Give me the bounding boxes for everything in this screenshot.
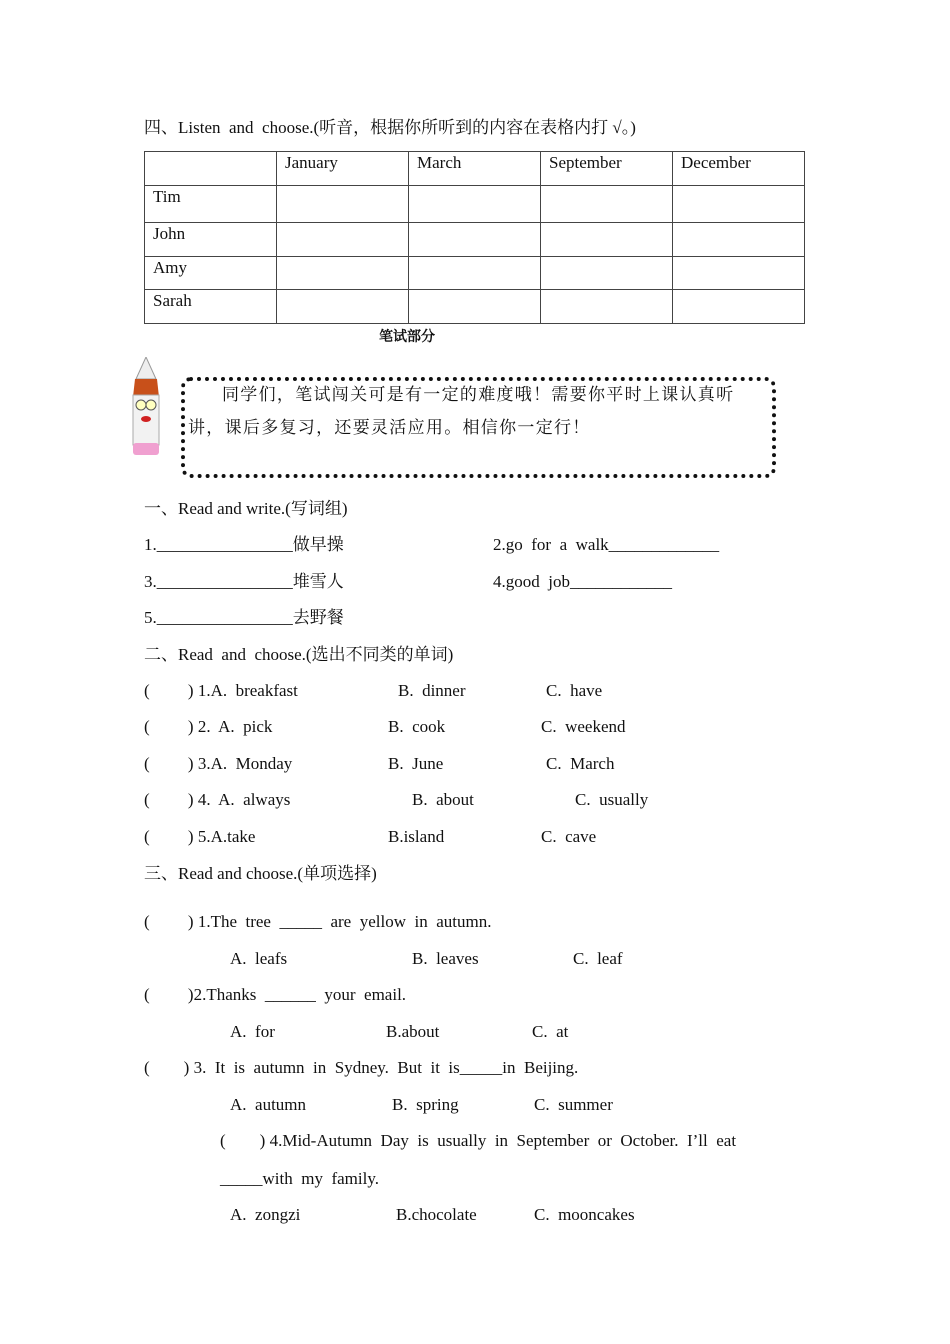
listen-table [144, 151, 805, 324]
encourage-line2: 讲，课后多复习，还要灵活应用。相信你一定行！ [188, 418, 591, 437]
row-name: Tim [145, 186, 277, 223]
question: ( ) 2. A. pick [144, 717, 273, 736]
check-cell[interactable] [673, 186, 805, 223]
header-cell [145, 152, 277, 186]
check-cell[interactable] [277, 290, 409, 324]
check-cell[interactable] [673, 290, 805, 324]
row-name: John [145, 223, 277, 257]
check-cell[interactable] [541, 223, 673, 257]
check-cell[interactable] [409, 223, 541, 257]
header-cell: December [673, 152, 805, 186]
question-item: 5.________________去野餐 [144, 608, 344, 627]
header-cell: January [277, 152, 409, 186]
question: ( ) 4. A. always [144, 790, 291, 809]
section-one-heading: 一、Read and write.(写词组) [144, 499, 348, 518]
option: C. weekend [541, 717, 626, 736]
question: ( ) 4.Mid-Autumn Day is usually in September or October. I’ll eat [220, 1131, 737, 1150]
question-item: 3.________________堆雪人 [144, 572, 344, 591]
option: B. June [388, 754, 444, 773]
question: ( ) 5.A.take [144, 827, 256, 846]
check-cell[interactable] [409, 290, 541, 324]
check-cell[interactable] [541, 186, 673, 223]
row-name: Amy [145, 257, 277, 290]
written-part-title: 笔试部分 [379, 329, 435, 345]
option: B. leaves [412, 949, 479, 968]
option: C. at [532, 1022, 569, 1041]
option: A. zongzi [230, 1205, 301, 1224]
option: B. dinner [398, 681, 466, 700]
question: ( ) 3.A. Monday [144, 754, 293, 773]
section-three-heading: 三、Read and choose.(单项选择) [144, 864, 377, 883]
option: C. summer [534, 1095, 613, 1114]
option: A. autumn [230, 1095, 307, 1114]
option: C. usually [575, 790, 649, 809]
option: C. mooncakes [534, 1205, 635, 1224]
table-row [145, 186, 805, 223]
check-cell[interactable] [673, 257, 805, 290]
check-cell[interactable] [277, 257, 409, 290]
option: B. cook [388, 717, 446, 736]
option: B.island [388, 827, 445, 846]
question: ( ) 1.The tree _____ are yellow in autumn. [144, 912, 492, 931]
table-row [145, 223, 805, 257]
option: B. spring [392, 1095, 459, 1114]
table-row [145, 290, 805, 324]
header-cell: September [541, 152, 673, 186]
table-row [145, 257, 805, 290]
encourage-line1: 同学们，笔试闯关可是有一定的难度哦！需要你平时上课认真听 [222, 385, 735, 404]
check-cell[interactable] [409, 257, 541, 290]
check-cell[interactable] [277, 186, 409, 223]
option: A. leafs [230, 949, 288, 968]
row-name: Sarah [145, 290, 277, 324]
pencil-mascot-icon [131, 357, 161, 457]
option: C. leaf [573, 949, 623, 968]
header-cell: March [409, 152, 541, 186]
question: ( ) 1.A. breakfast [144, 681, 298, 700]
check-cell[interactable] [277, 223, 409, 257]
check-cell[interactable] [673, 223, 805, 257]
option: B. about [412, 790, 474, 809]
check-cell[interactable] [409, 186, 541, 223]
question-item: 4.good job____________ [493, 572, 672, 591]
question: ( ) 3. It is autumn in Sydney. But it is_____in Beijing. [144, 1058, 579, 1077]
check-cell[interactable] [541, 257, 673, 290]
option: C. March [546, 754, 615, 773]
table-header-row [145, 152, 805, 186]
option: C. have [546, 681, 603, 700]
question: ( )2.Thanks ______ your email. [144, 985, 407, 1004]
question-item: 1.________________做早操 [144, 535, 344, 554]
option: B.chocolate [396, 1205, 477, 1224]
question-continued: _____with my family. [220, 1169, 379, 1188]
section-four-heading: 四、Listen and choose.(听音，根据你所听到的内容在表格内打 √。) [144, 118, 636, 137]
option: C. cave [541, 827, 597, 846]
check-cell[interactable] [541, 290, 673, 324]
question-item: 2.go for a walk_____________ [493, 535, 720, 554]
option: A. for [230, 1022, 275, 1041]
option: B.about [386, 1022, 440, 1041]
section-two-heading: 二、Read and choose.(选出不同类的单词) [144, 645, 454, 664]
